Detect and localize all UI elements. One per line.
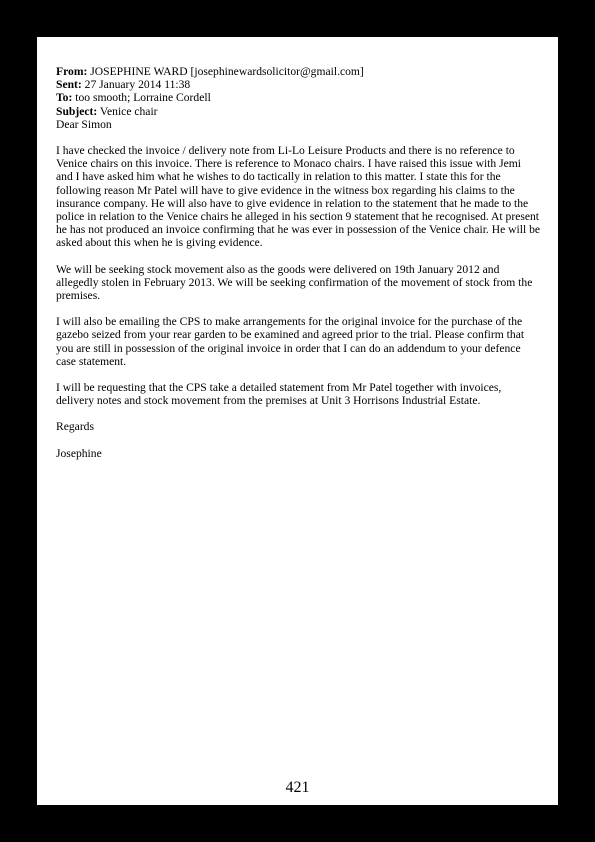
document-page xyxy=(37,37,558,805)
body-paragraph-4: I will be requesting that the CPS take a detailed statement from Mr Patel together with invoices, delivery notes and stock movement from the premises at Unit 3 Horrisons Industrial Estate. xyxy=(56,381,502,408)
sent-label: Sent: xyxy=(56,78,82,92)
to-label: To: xyxy=(56,91,73,105)
body-paragraph-3: I will also be emailing the CPS to make arrangements for the original invoice for the purchase of the gazebo seized from your rear garden to be examined and agreed prior to the trial. Please confirm that you are still in possession of the original invoice in order that I can do an addendum to your defence case statement. xyxy=(56,315,525,368)
to-value: too smooth; Lorraine Cordell xyxy=(75,91,211,105)
to-line xyxy=(56,91,540,104)
signature: Josephine xyxy=(56,446,102,460)
body-paragraph-1: I have checked the invoice / delivery note from Li-Lo Leisure Products and there is no reference to Venice chairs on this invoice. There is reference to Monaco chairs. I have raised this issue with Jemi and I have asked him what he wishes to do tactically in relation to this matter. I state this for the following reason Mr Patel will have to give evidence in the witness box regarding his claims to the insurance company. He will also have to give evidence in relation to the statement that he made to the police in relation to the Venice chairs he alleged in his section 9 statement that he recognised. At present he has not produced an invoice confirming that he was ever in possession of the Venice chair. He will be asked about this when he is giving evidence. xyxy=(56,144,541,250)
sent-value: 27 January 2014 11:38 xyxy=(84,78,191,92)
subject-label: Subject: xyxy=(56,104,98,118)
page-number: 421 xyxy=(285,779,310,796)
salutation: Dear Simon xyxy=(56,117,112,131)
email-header xyxy=(56,65,540,118)
sent-line xyxy=(56,78,540,91)
from-value: JOSEPHINE WARD [josephinewardsolicitor@gmail.com] xyxy=(90,65,364,78)
body-paragraph-2: We will be seeking stock movement also as the goods were delivered on 19th January 2012 and allegedly stolen in February 2013. We will be seeking confirmation of the movement of stock from the premises. xyxy=(56,262,533,303)
from-line xyxy=(56,65,540,78)
from-label: From: xyxy=(56,65,88,78)
closing: Regards xyxy=(56,420,94,434)
subject-value: Venice chair xyxy=(99,104,158,118)
subject-line xyxy=(56,105,540,118)
